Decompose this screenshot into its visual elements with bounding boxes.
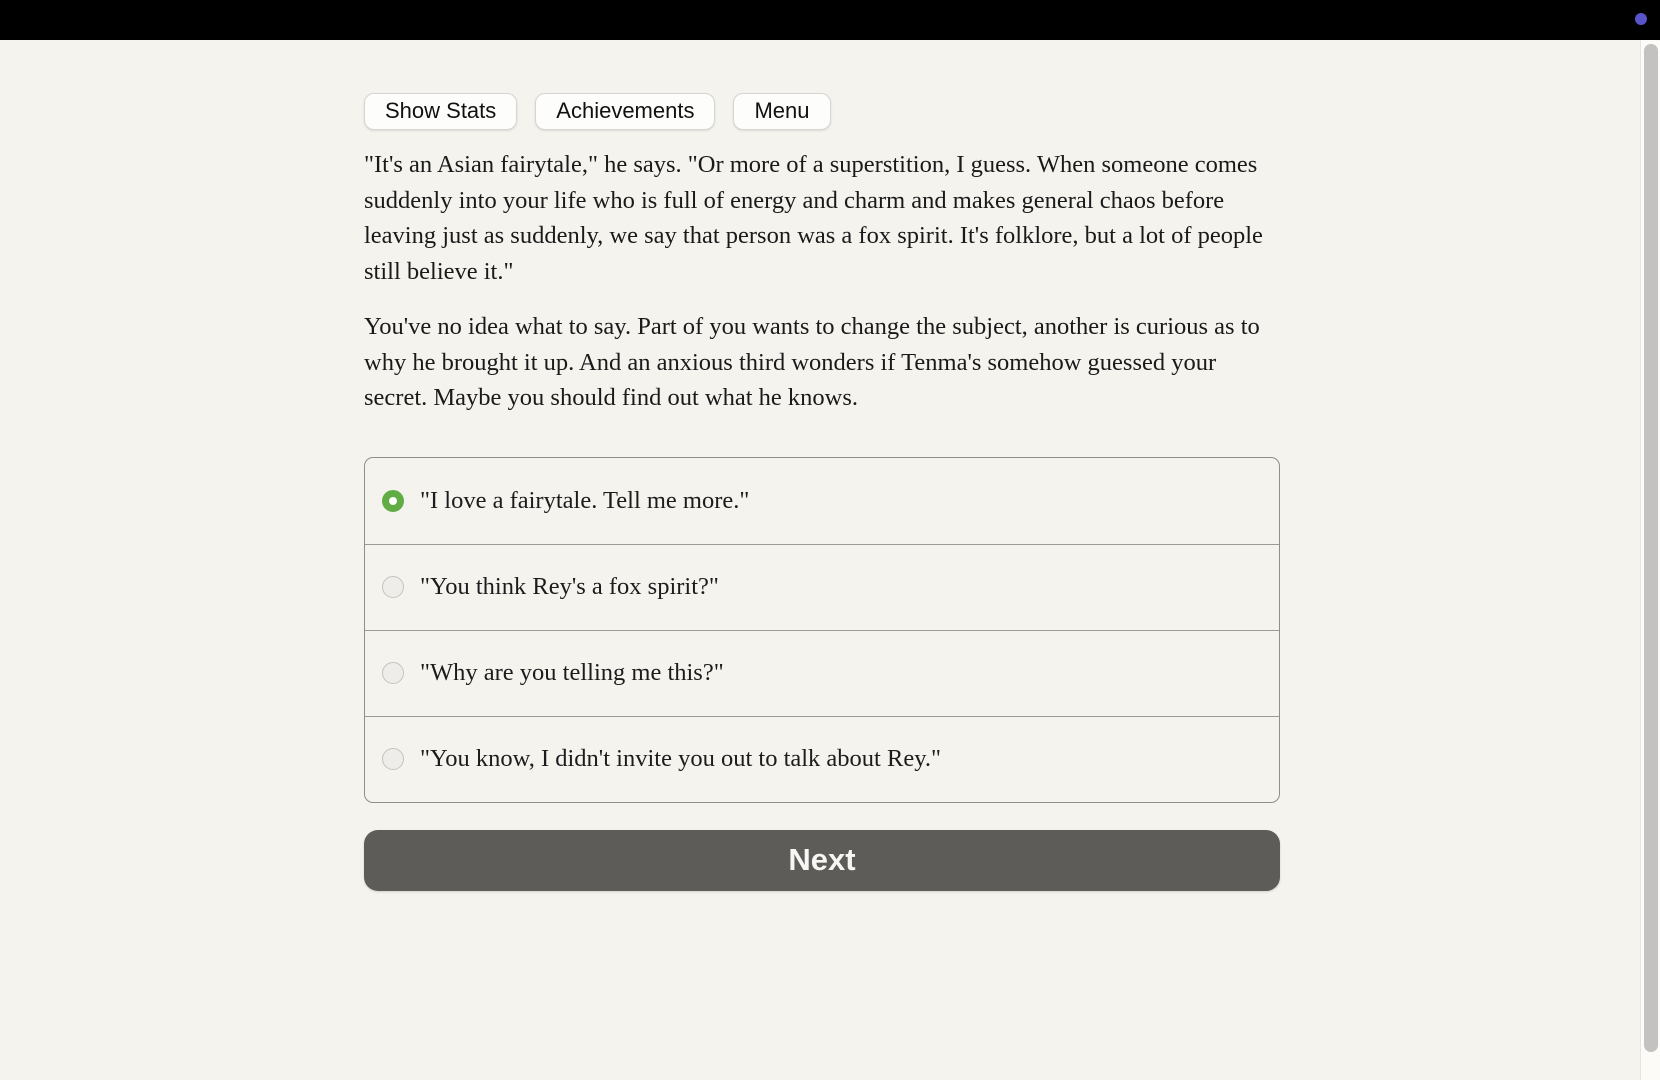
radio-button[interactable] — [382, 662, 404, 684]
game-toolbar — [364, 93, 1280, 130]
notification-dot-icon — [1635, 13, 1647, 25]
radio-button[interactable] — [382, 748, 404, 770]
choice-option-1[interactable] — [365, 458, 1279, 544]
story-paragraph: "It's an Asian fairytale," he says. "Or more of a superstition, I guess. When someone comes suddenly into your life who is full of energy and charm and makes general chaos before leaving just as suddenly, we say that person was a fox spirit. It's folklore, but a lot of people still believe it." — [364, 151, 1263, 285]
choice-option-4[interactable] — [365, 716, 1279, 802]
choice-list — [364, 457, 1280, 803]
window-top-bar — [0, 0, 1660, 40]
achievements-button[interactable]: Achievements — [535, 93, 715, 130]
choice-label: "You know, I didn't invite you out to talk about Rey." — [420, 745, 941, 772]
game-content — [364, 40, 1280, 891]
choice-option-2[interactable] — [365, 544, 1279, 630]
choice-label: "I love a fairytale. Tell me more." — [420, 486, 750, 514]
story-paragraph: You've no idea what to say. Part of you wants to change the subject, another is curious as to why he brought it up. And an anxious third wonders if Tenma's somehow guessed your secret. Maybe you should find out what he knows. — [364, 313, 1260, 411]
radio-button[interactable] — [382, 576, 404, 598]
choice-label: "Why are you telling me this?" — [420, 659, 724, 686]
choice-option-3[interactable] — [365, 630, 1279, 716]
menu-button[interactable]: Menu — [733, 93, 830, 130]
next-button[interactable]: Next — [364, 830, 1280, 891]
radio-button[interactable] — [382, 490, 404, 512]
show-stats-button[interactable]: Show Stats — [364, 93, 517, 130]
scrollbar-thumb[interactable] — [1644, 44, 1658, 1052]
scrollbar-track[interactable] — [1640, 40, 1660, 1080]
choice-label: "You think Rey's a fox spirit?" — [420, 573, 719, 600]
